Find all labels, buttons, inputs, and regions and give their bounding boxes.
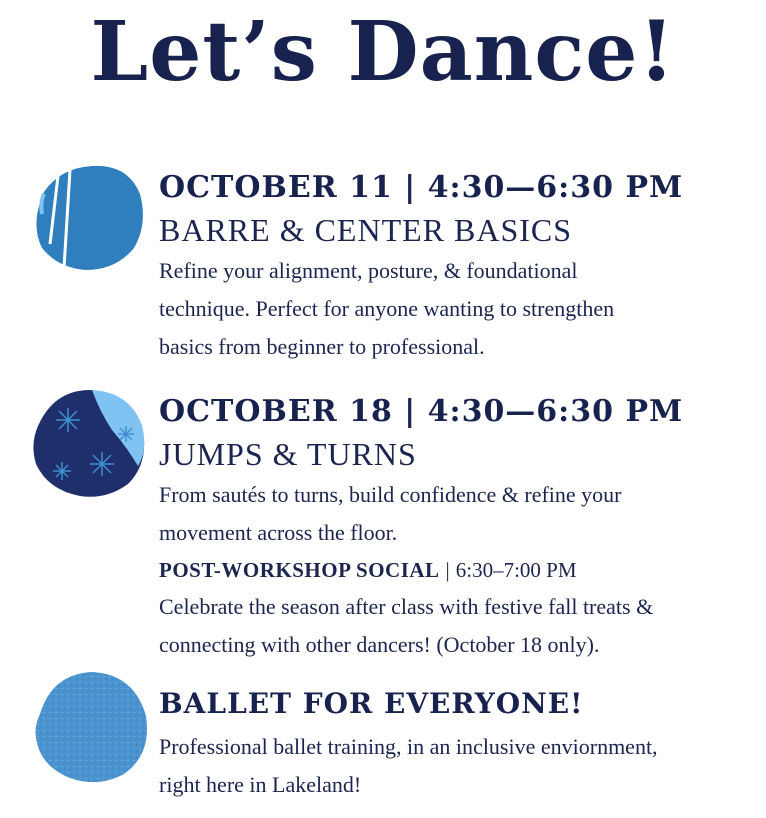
social-separator: | [445, 558, 450, 582]
social-description [159, 588, 754, 664]
social-label: POST-WORKSHOP SOCIAL [159, 558, 440, 582]
description-line: From sautés to turns, build confidence & refine your [159, 482, 622, 507]
closing-headline: BALLET FOR EVERYONE! [159, 687, 584, 720]
event-description [159, 252, 754, 366]
event-description [159, 476, 754, 552]
event-date-time: OCTOBER 11 | 4:30—6:30 PM [159, 170, 684, 205]
description-line: movement across the floor. [159, 520, 398, 545]
closing-section [159, 684, 754, 804]
social-line [159, 552, 754, 588]
description-line: Celebrate the season after class with festive fall treats & [159, 594, 654, 619]
event-date-time: OCTOBER 18 | 4:30—6:30 PM [159, 394, 684, 429]
navy-star-circle-icon [30, 386, 146, 500]
event-name: BARRE & CENTER BASICS [159, 212, 573, 248]
blue-brushstroke-circle-icon [30, 162, 144, 274]
social-time: 6:30–7:00 PM [455, 558, 577, 582]
description-line: basics from beginner to professional. [159, 334, 485, 359]
description-line: right here in Lakeland! [159, 772, 362, 797]
event-2 [159, 392, 754, 664]
textured-blue-circle-icon [30, 668, 150, 786]
event-name: JUMPS & TURNS [159, 436, 417, 472]
page-title: Let’s Dance! [90, 4, 676, 100]
description-line: technique. Perfect for anyone wanting to strengthen [159, 296, 615, 321]
description-line: Refine your alignment, posture, & foundational [159, 258, 578, 283]
description-line: Professional ballet training, in an inclusive enviornment, [159, 734, 658, 759]
closing-description [159, 728, 754, 804]
description-line: connecting with other dancers! (October 18 only). [159, 632, 600, 657]
event-1 [159, 168, 754, 366]
